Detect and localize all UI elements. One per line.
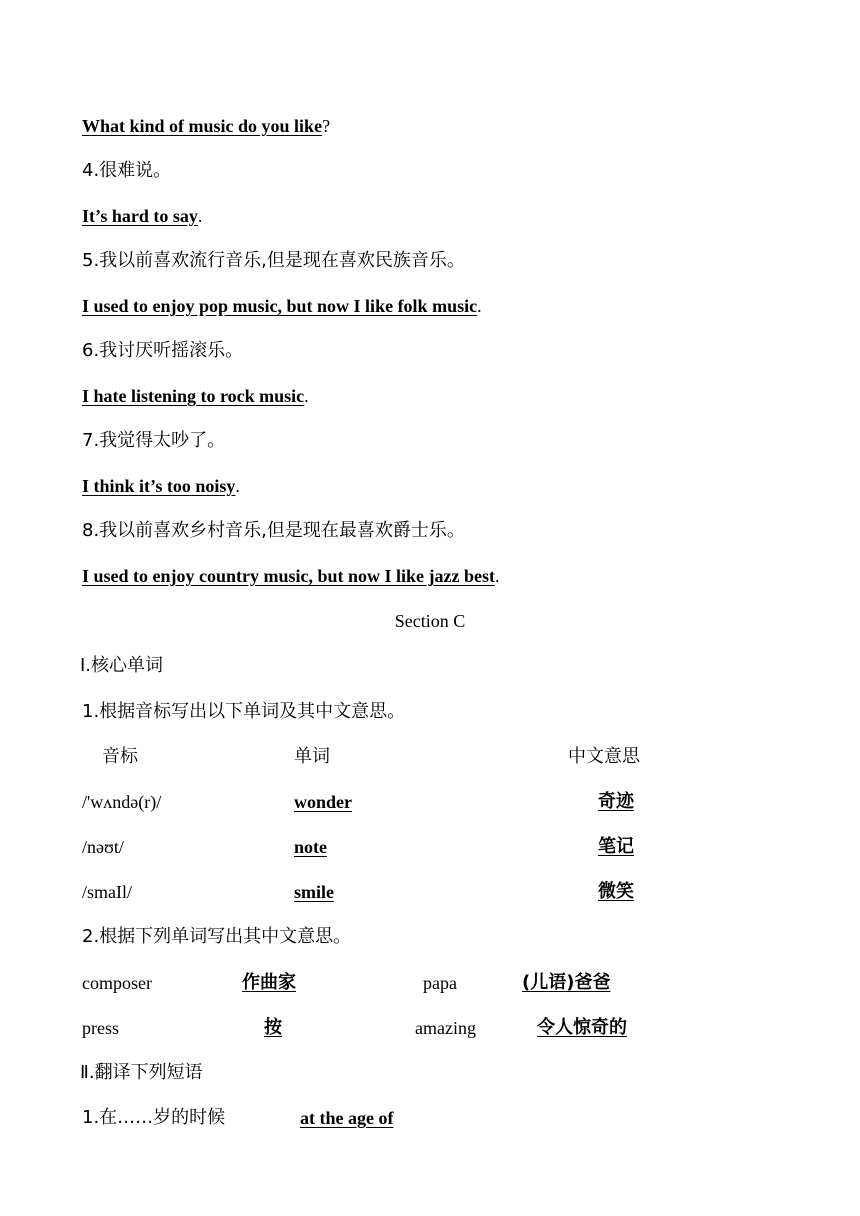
row1-meaning: 奇迹 xyxy=(598,791,634,812)
section-title: Section C xyxy=(394,611,466,631)
q7-punct: . xyxy=(235,476,240,496)
q4-answer: It’s hard to say xyxy=(82,206,198,226)
pair2-answer2: 令人惊奇的 xyxy=(537,1017,627,1038)
row3-word: smile xyxy=(294,882,334,902)
header-phonetic: 音标 xyxy=(102,746,138,767)
pair1-answer2: (儿语)爸爸 xyxy=(522,972,611,993)
part2-heading: Ⅱ.翻译下列短语 xyxy=(80,1062,203,1083)
q5-prompt: 5.我以前喜欢流行音乐,但是现在喜欢民族音乐。 xyxy=(82,250,465,271)
q7-answer: I think it’s too noisy xyxy=(82,476,236,496)
q6-answer-line xyxy=(82,384,309,408)
header-word: 单词 xyxy=(294,746,330,767)
q8-punct: . xyxy=(495,566,500,586)
q8-answer-line xyxy=(82,564,500,588)
part1-heading: Ⅰ.核心单词 xyxy=(80,655,164,676)
q4-answer-line xyxy=(82,204,202,228)
row3-phonetic: /smaIl/ xyxy=(82,882,132,902)
q3-answer: What kind of music do you like xyxy=(82,116,323,136)
row2-word: note xyxy=(294,837,327,857)
pair1-word2: papa xyxy=(423,973,457,993)
header-meaning: 中文意思 xyxy=(568,746,640,767)
pair2-word2: amazing xyxy=(415,1018,476,1038)
row3-meaning: 微笑 xyxy=(598,881,634,902)
q6-prompt: 6.我讨厌听摇滚乐。 xyxy=(82,340,244,361)
part2-q1-answer: at the age of xyxy=(300,1108,394,1128)
q3-answer-line xyxy=(82,114,330,138)
pair2-answer1: 按 xyxy=(264,1017,282,1038)
row1-word: wonder xyxy=(294,792,352,812)
row1-phonetic: /'wʌndə(r)/ xyxy=(82,792,162,812)
pair1-word1: composer xyxy=(82,973,152,993)
part2-q1-prompt: 1.在……岁的时候 xyxy=(82,1107,226,1128)
row2-meaning: 笔记 xyxy=(598,836,634,857)
q7-answer-line xyxy=(82,474,240,498)
q3-punct: ? xyxy=(322,116,331,136)
q4-prompt: 4.很难说。 xyxy=(82,160,172,181)
q4-punct: . xyxy=(197,206,203,226)
q5-answer: I used to enjoy pop music, but now I like folk music xyxy=(82,296,478,316)
part1-q2-prompt: 2.根据下列单词写出其中文意思。 xyxy=(82,926,352,947)
q8-answer: I used to enjoy country music, but now I like jazz best xyxy=(82,566,496,586)
q7-prompt: 7.我觉得太吵了。 xyxy=(82,430,226,451)
q8-prompt: 8.我以前喜欢乡村音乐,但是现在最喜欢爵士乐。 xyxy=(82,520,465,541)
part1-q1-prompt: 1.根据音标写出以下单词及其中文意思。 xyxy=(82,701,406,722)
q5-answer-line xyxy=(82,294,482,318)
q6-punct: . xyxy=(304,386,309,406)
row2-phonetic: /nəʊt/ xyxy=(82,837,124,857)
q6-answer: I hate listening to rock music xyxy=(82,386,305,406)
q5-punct: . xyxy=(477,296,482,316)
pair1-answer1: 作曲家 xyxy=(242,972,296,993)
pair2-word1: press xyxy=(82,1018,119,1038)
